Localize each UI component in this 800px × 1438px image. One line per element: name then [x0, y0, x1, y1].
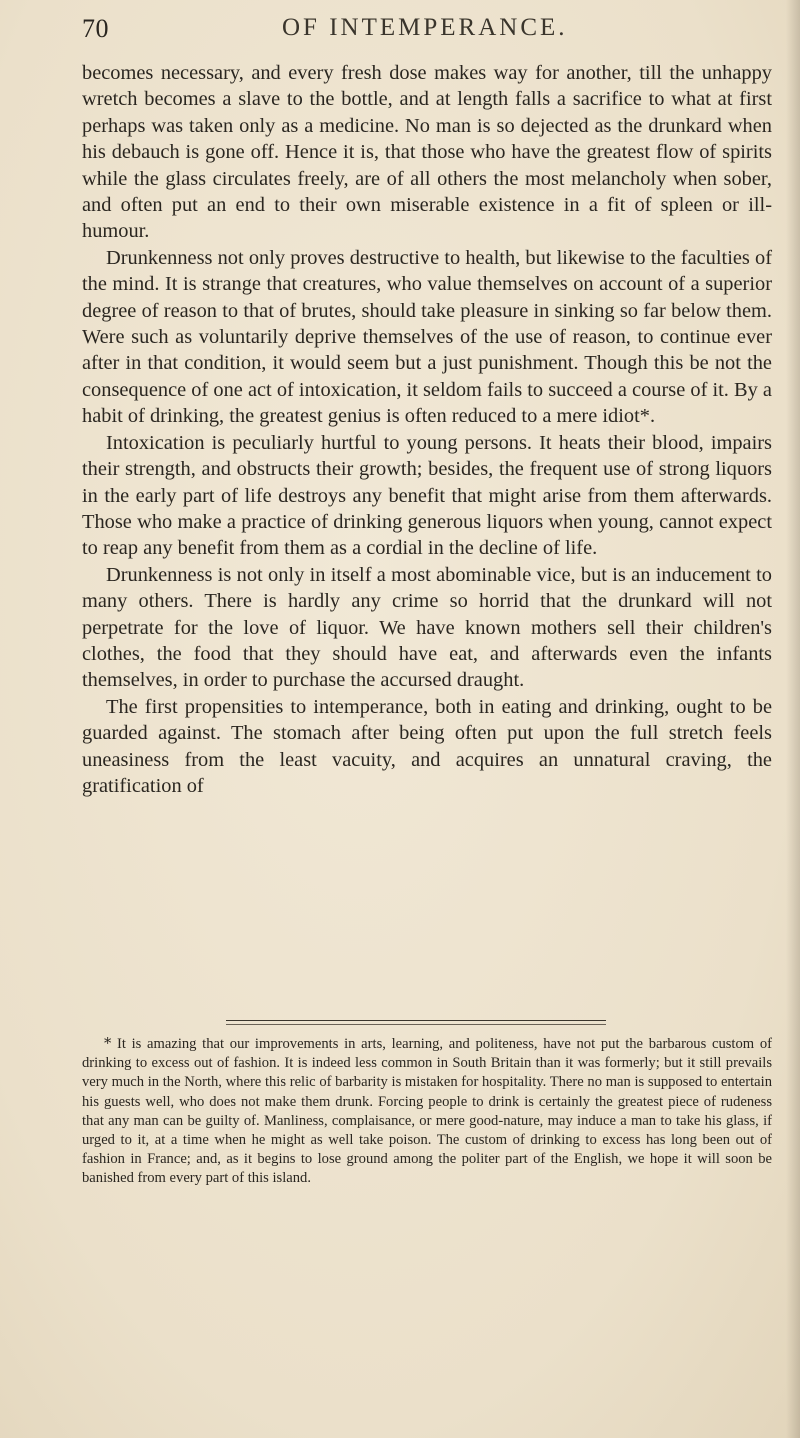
- paragraph: becomes necessary, and every fresh dose makes way for another, till the unhappy wretch becomes a slave to the bottle, and at length falls a sacrifice to what at first perhaps was taken only as a medicine. No man is so dejected as the drunkard when his debauch is gone off. Hence it is, that those who have the greatest flow of spirits while the glass circulates freely, are of all others the most melancholy when sober, and often put an end to their own miserable existence in a fit of spleen or ill-humour.: [82, 62, 772, 243]
- footnote-mark: *: [104, 1035, 112, 1052]
- paragraph: Intoxication is peculiarly hurtful to young persons. It heats their blood, impairs their strength, and obstructs their growth; besides, the frequent use of strong liquors in the early part of life destroys any benefit that might arise from them afterwards. Those who make a practice of drinking generous liquors when young, cannot expect to reap any benefit from them as a cordial in the decline of life.: [82, 431, 772, 560]
- footnote-text: It is amazing that our improvements in arts, learning, and politeness, have not put the barbarous custom of drinking to excess out of fashion. It is indeed less common in South Britain than it was formerly; but it still prevails very much in the North, where this relic of barbarity is mistaken for hospitality. There no man is supposed to entertain his guests well, who does not make them drunk. Forcing people to drink is certainly the greatest piece of rudeness that any man can be guilty of. Manliness, complaisance, or mere good-nature, may induce a man to take his glass, if urged to it, at a time when he might as well take poison. The custom of drinking to excess has long been out of fashion in France; and, as it begins to lose ground among the politer part of the English, we hope it will soon be banished from every part of this island.: [82, 1036, 772, 1187]
- footnote: [82, 1034, 772, 1189]
- footnote-rule-thin: [226, 1024, 606, 1025]
- page-number: 70: [82, 14, 109, 43]
- footnote-rule: [226, 1020, 606, 1021]
- paragraph: The first propensities to intemperance, both in eating and drinking, ought to be guarded against. The stomach after being often put upon the full stretch feels uneasiness from the least vacuity, and acquires an unnatural craving, the gratification of: [82, 695, 772, 797]
- running-title: OF INTEMPERANCE.: [282, 14, 568, 41]
- paragraph: Drunkenness not only proves destructive to health, but likewise to the faculties of the mind. It is strange that creatures, who value themselves on account of a superior degree of reason to that of brutes, should take pleasure in sinking so far below them. Were such as voluntarily deprive themselves of the use of reason, to continue ever after in that condition, it would seem but a just punishment. Though this be not the consequence of one act of intoxication, it seldom fails to succeed a course of it. By a habit of drinking, the greatest genius is often reduced to a mere idiot*.: [82, 246, 772, 428]
- main-text: [82, 60, 772, 799]
- page-edge-shadow: [786, 0, 800, 1438]
- paragraph: Drunkenness is not only in itself a most abominable vice, but is an inducement to many others. There is hardly any crime so horrid that the drunkard will not perpetrate for the love of liquor. We have known mothers sell their children's clothes, the food that they should have eat, and afterwards even the infants themselves, in order to purchase the accursed draught.: [82, 563, 772, 692]
- page-header: [82, 14, 772, 54]
